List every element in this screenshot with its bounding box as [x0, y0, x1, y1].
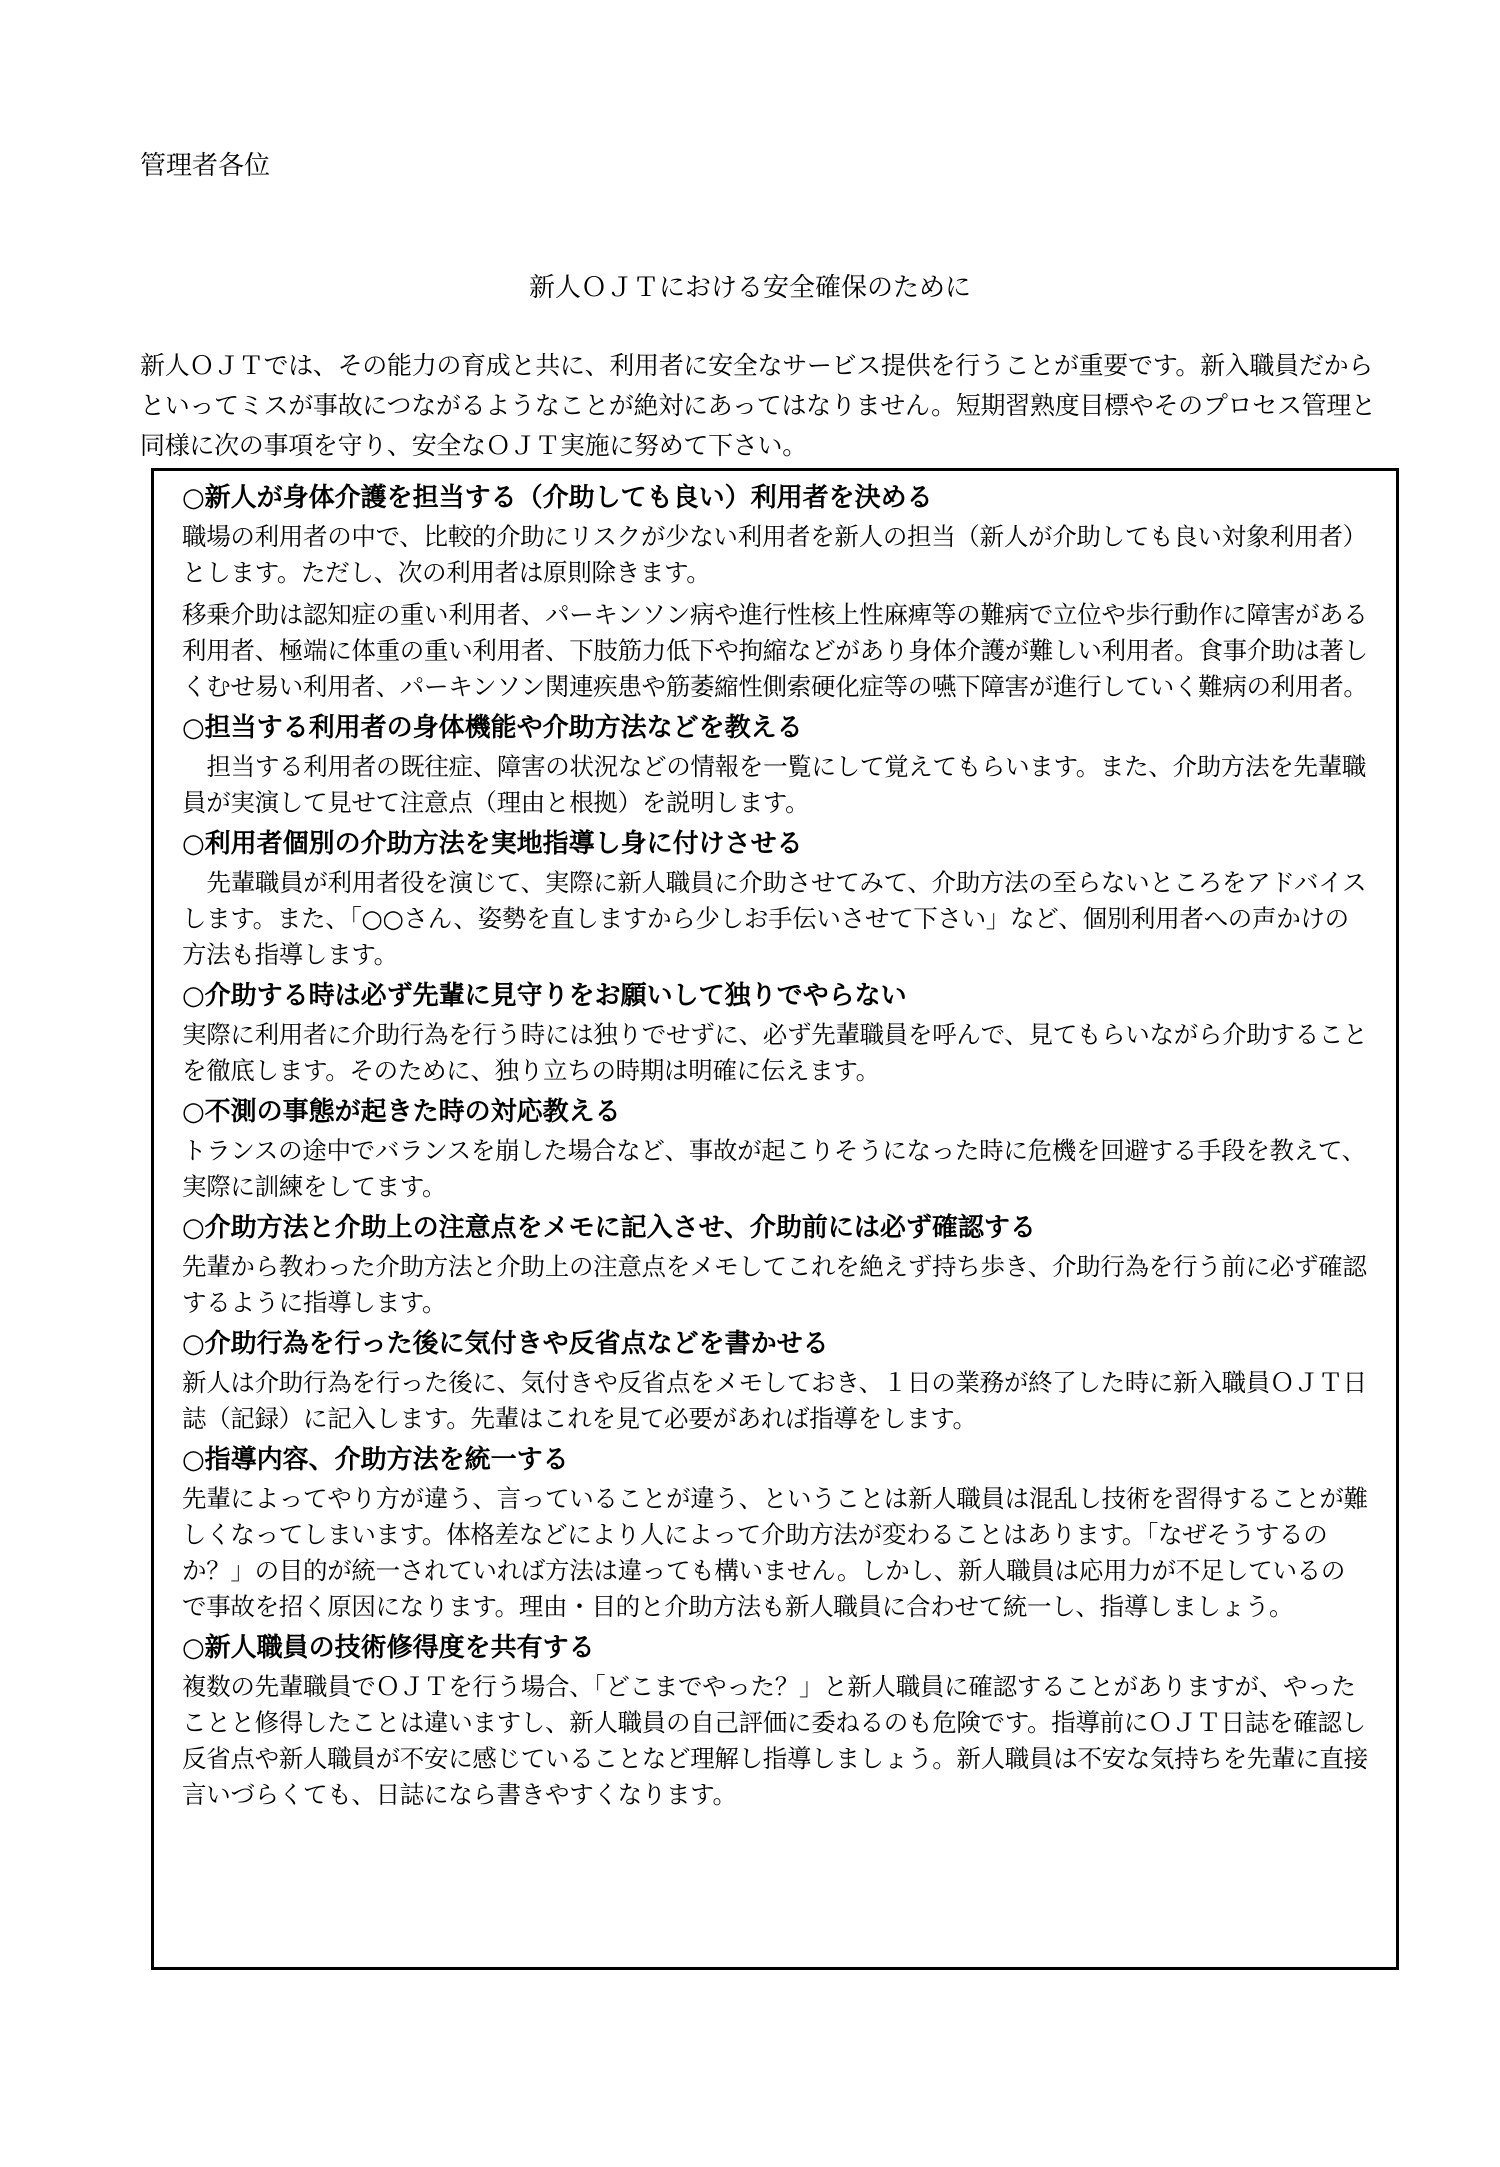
section-heading: ○担当する利用者の身体機能や介助方法などを教える	[182, 713, 803, 743]
section-paragraph: 先輩から教わった介助方法と介助上の注意点をメモしてこれを絶えず持ち歩き、介助行為を行う前に必ず確認するように指導します。	[182, 1252, 1367, 1317]
section-heading: ○新人が身体介護を担当する（介助しても良い）利用者を決める	[182, 483, 933, 513]
section-practical-guidance	[182, 825, 1368, 973]
addressee: 管理者各位	[140, 151, 271, 181]
section-paragraph: 職場の利用者の中で、比較的介助にリスクが少ない利用者を新人の担当（新人が介助しても良い対象利用者）とします。ただし、次の利用者は原則除きます。	[182, 522, 1367, 587]
section-teach-body-function	[182, 709, 1368, 821]
section-paragraph: 先輩職員が利用者役を演じて、実際に新人職員に介助させてみて、介助方法の至らないところをアドバイスします。また、「○○さん、姿勢を直しますから少しお手伝いさせて下さい」など、個別利用者への声かけの方法も指導します。	[182, 868, 1367, 969]
section-heading: ○不測の事態が起きた時の対応教える	[182, 1097, 621, 1127]
section-reflection	[182, 1325, 1368, 1437]
section-memo-check	[182, 1209, 1368, 1321]
section-assign-users	[182, 479, 1368, 705]
section-supervision	[182, 977, 1368, 1089]
section-heading: ○指導内容、介助方法を統一する	[182, 1445, 569, 1475]
guidelines-box	[151, 468, 1399, 1970]
section-heading: ○介助方法と介助上の注意点をメモに記入させ、介助前には必ず確認する	[182, 1213, 1036, 1243]
section-heading: ○介助する時は必ず先輩に見守りをお願いして独りでやらない	[182, 981, 907, 1011]
section-heading: ○介助行為を行った後に気付きや反省点などを書かせる	[182, 1329, 829, 1359]
section-unify-methods	[182, 1441, 1368, 1625]
intro-paragraph: 新人ＯＪＴでは、その能力の育成と共に、利用者に安全なサービス提供を行うことが重要です。新入職員だからといってミスが事故につながるようなことが絶対にあってはなりません。短期習熟度目標やそのプロセス管理と同様に次の事項を守り、安全なＯＪＴ実施に努めて下さい。	[140, 351, 1376, 460]
section-share-progress	[182, 1629, 1368, 1813]
document-title: 新人ＯＪＴにおける安全確保のために	[528, 273, 971, 303]
section-paragraph: 実際に利用者に介助行為を行う時には独りでせずに、必ず先輩職員を呼んで、見てもらいながら介助することを徹底します。そのために、独り立ちの時期は明確に伝えます。	[182, 1020, 1368, 1085]
section-heading: ○利用者個別の介助方法を実地指導し身に付けさせる	[182, 829, 803, 859]
section-paragraph: 新人は介助行為を行った後に、気付きや反省点をメモしておき、１日の業務が終了した時に新入職員ＯＪＴ日誌（記録）に記入します。先輩はこれを見て必要があれば指導をします。	[182, 1368, 1367, 1433]
section-paragraph: 担当する利用者の既往症、障害の状況などの情報を一覧にして覚えてもらいます。また、介助方法を先輩職員が実演して見せて注意点（理由と根拠）を説明します。	[182, 752, 1367, 817]
section-paragraph: 先輩によってやり方が違う、言っていることが違う、ということは新人職員は混乱し技術を習得することが難しくなってしまいます。体格差などにより人によって介助方法が変わることはあります。「なぜそうするのか？」の目的が統一されていれば方法は違っても構いません。しかし、新人職員は応用力が不足しているので事故を招く原因になります。理由・目的と介助方法も新人職員に合わせて統一し、指導しましょう。	[182, 1484, 1368, 1621]
section-paragraph: 複数の先輩職員でＯＪＴを行う場合、「どこまでやった？」と新人職員に確認することがありますが、やったことと修得したことは違いますし、新人職員の自己評価に委ねるのも危険です。指導前にＯＪＴ日誌を確認し反省点や新人職員が不安に感じていることなど理解し指導しましょう。新人職員は不安な気持ちを先輩に直接言いづらくても、日誌になら書きやすくなります。	[182, 1672, 1368, 1809]
section-emergency-response	[182, 1093, 1368, 1205]
section-paragraph: 移乗介助は認知症の重い利用者、パーキンソン病や進行性核上性麻痺等の難病で立位や歩行動作に障害がある利用者、極端に体重の重い利用者、下肢筋力低下や拘縮などがあり身体介護が難しい利用者。食事介助は著しくむせ易い利用者、パーキンソン関連疾患や筋萎縮性側索硬化症等の嚥下障害が進行していく難病の利用者。	[182, 600, 1368, 701]
section-paragraph: トランスの途中でバランスを崩した場合など、事故が起こりそうになった時に危機を回避する手段を教えて、実際に訓練をしてます。	[182, 1136, 1366, 1201]
section-heading: ○新人職員の技術修得度を共有する	[182, 1633, 595, 1663]
